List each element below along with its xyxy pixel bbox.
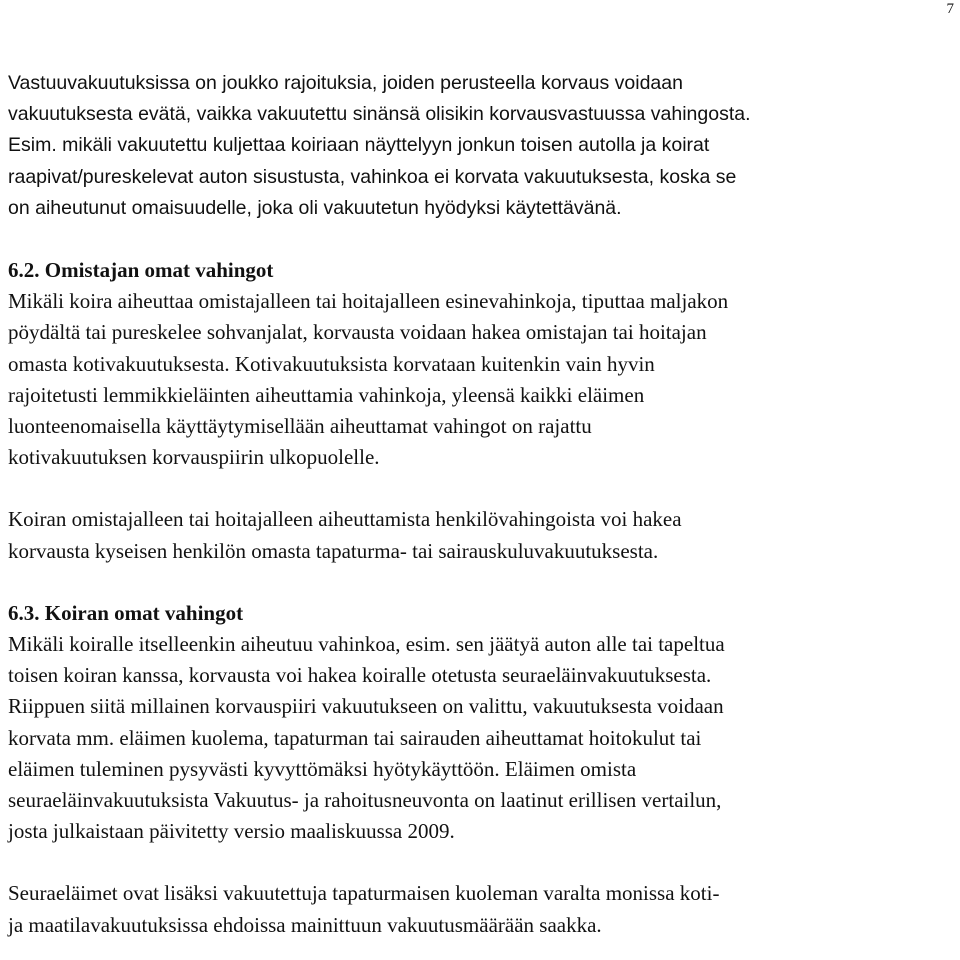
- text-line: raapivat/pureskelevat auton sisustusta, vahinkoa ei korvata vakuutuksesta, koska se: [8, 165, 737, 188]
- text-line: Vastuuvakuutuksissa on joukko rajoituksia, joiden perusteella korvaus voidaan: [8, 72, 683, 94]
- text-line: Mikäli koira aiheuttaa omistajalleen tai hoitajalleen esinevahinkoja, tiputtaa maljakon: [8, 289, 729, 314]
- document-body: [8, 68, 956, 941]
- text-line: rajoitetusti lemmikkieläinten aiheuttamia vahinkoja, yleensä kaikki eläimen: [8, 382, 645, 407]
- text-line: korvausta kyseisen henkilön omasta tapaturma- tai sairauskuluvakuutuksesta.: [8, 538, 659, 563]
- text-line: luonteenomaisella käyttäytymisellään aiheuttamat vahingot on rajattu: [8, 414, 592, 439]
- text-line: on aiheutunut omaisuudelle, joka oli vakuutetun hyödyksi käytettävänä.: [8, 196, 622, 219]
- text-line: toisen koiran kanssa, korvausta voi hakea koiralle otetusta seuraeläinvakuutuksesta.: [8, 663, 712, 688]
- text-line: Koiran omistajalleen tai hoitajalleen aiheuttamista henkilövahingoista voi hakea: [8, 507, 682, 532]
- page-number: 7: [946, 1, 954, 17]
- paragraph-pet-death-coverage: [8, 878, 956, 940]
- text-line: ja maatilavakuutuksissa ehdoissa mainittuun vakuutusmäärään saakka.: [8, 912, 602, 937]
- section-heading: 6.2. Omistajan omat vahingot: [8, 258, 274, 283]
- paragraph-personal-injury: [8, 504, 956, 566]
- section-6-2: [8, 255, 956, 473]
- text-line: Riippuen siitä millainen korvauspiiri vakuutukseen on valittu, vakuutuksesta voidaan: [8, 694, 724, 719]
- text-line: Seuraeläimet ovat lisäksi vakuutettuja tapaturmaisen kuoleman varalta monissa koti-: [8, 881, 720, 906]
- section-heading: 6.3. Koiran omat vahingot: [8, 600, 244, 625]
- text-line: josta julkaistaan päivitetty versio maaliskuussa 2009.: [8, 819, 455, 844]
- text-line: eläimen tuleminen pysyvästi kyvyttömäksi hyötykäyttöön. Eläimen omista: [8, 756, 637, 781]
- text-line: pöydältä tai pureskelee sohvanjalat, korvausta voidaan hakea omistajan tai hoitajan: [8, 320, 707, 345]
- text-line: Esim. mikäli vakuutettu kuljettaa koiriaan näyttelyyn jonkun toisen autolla ja koirat: [8, 134, 710, 157]
- paragraph-liability-restrictions: [8, 68, 956, 224]
- text-line: vakuutuksesta evätä, vaikka vakuutettu sinänsä olisikin korvausvastuussa vahingosta.: [8, 103, 751, 126]
- text-line: Mikäli koiralle itselleenkin aiheutuu vahinkoa, esim. sen jäätyä auton alle tai tapeltua: [8, 632, 725, 657]
- text-line: omasta kotivakuutuksesta. Kotivakuutuksista korvataan kuitenkin vain hyvin: [8, 351, 655, 376]
- section-6-3: [8, 598, 956, 848]
- text-line: korvata mm. eläimen kuolema, tapaturman tai sairauden aiheuttamat hoitokulut tai: [8, 725, 702, 750]
- text-line: kotivakuutuksen korvauspiirin ulkopuolelle.: [8, 445, 380, 470]
- text-line: seuraeläinvakuutuksista Vakuutus- ja rahoitusneuvonta on laatinut erillisen vertailun,: [8, 788, 722, 813]
